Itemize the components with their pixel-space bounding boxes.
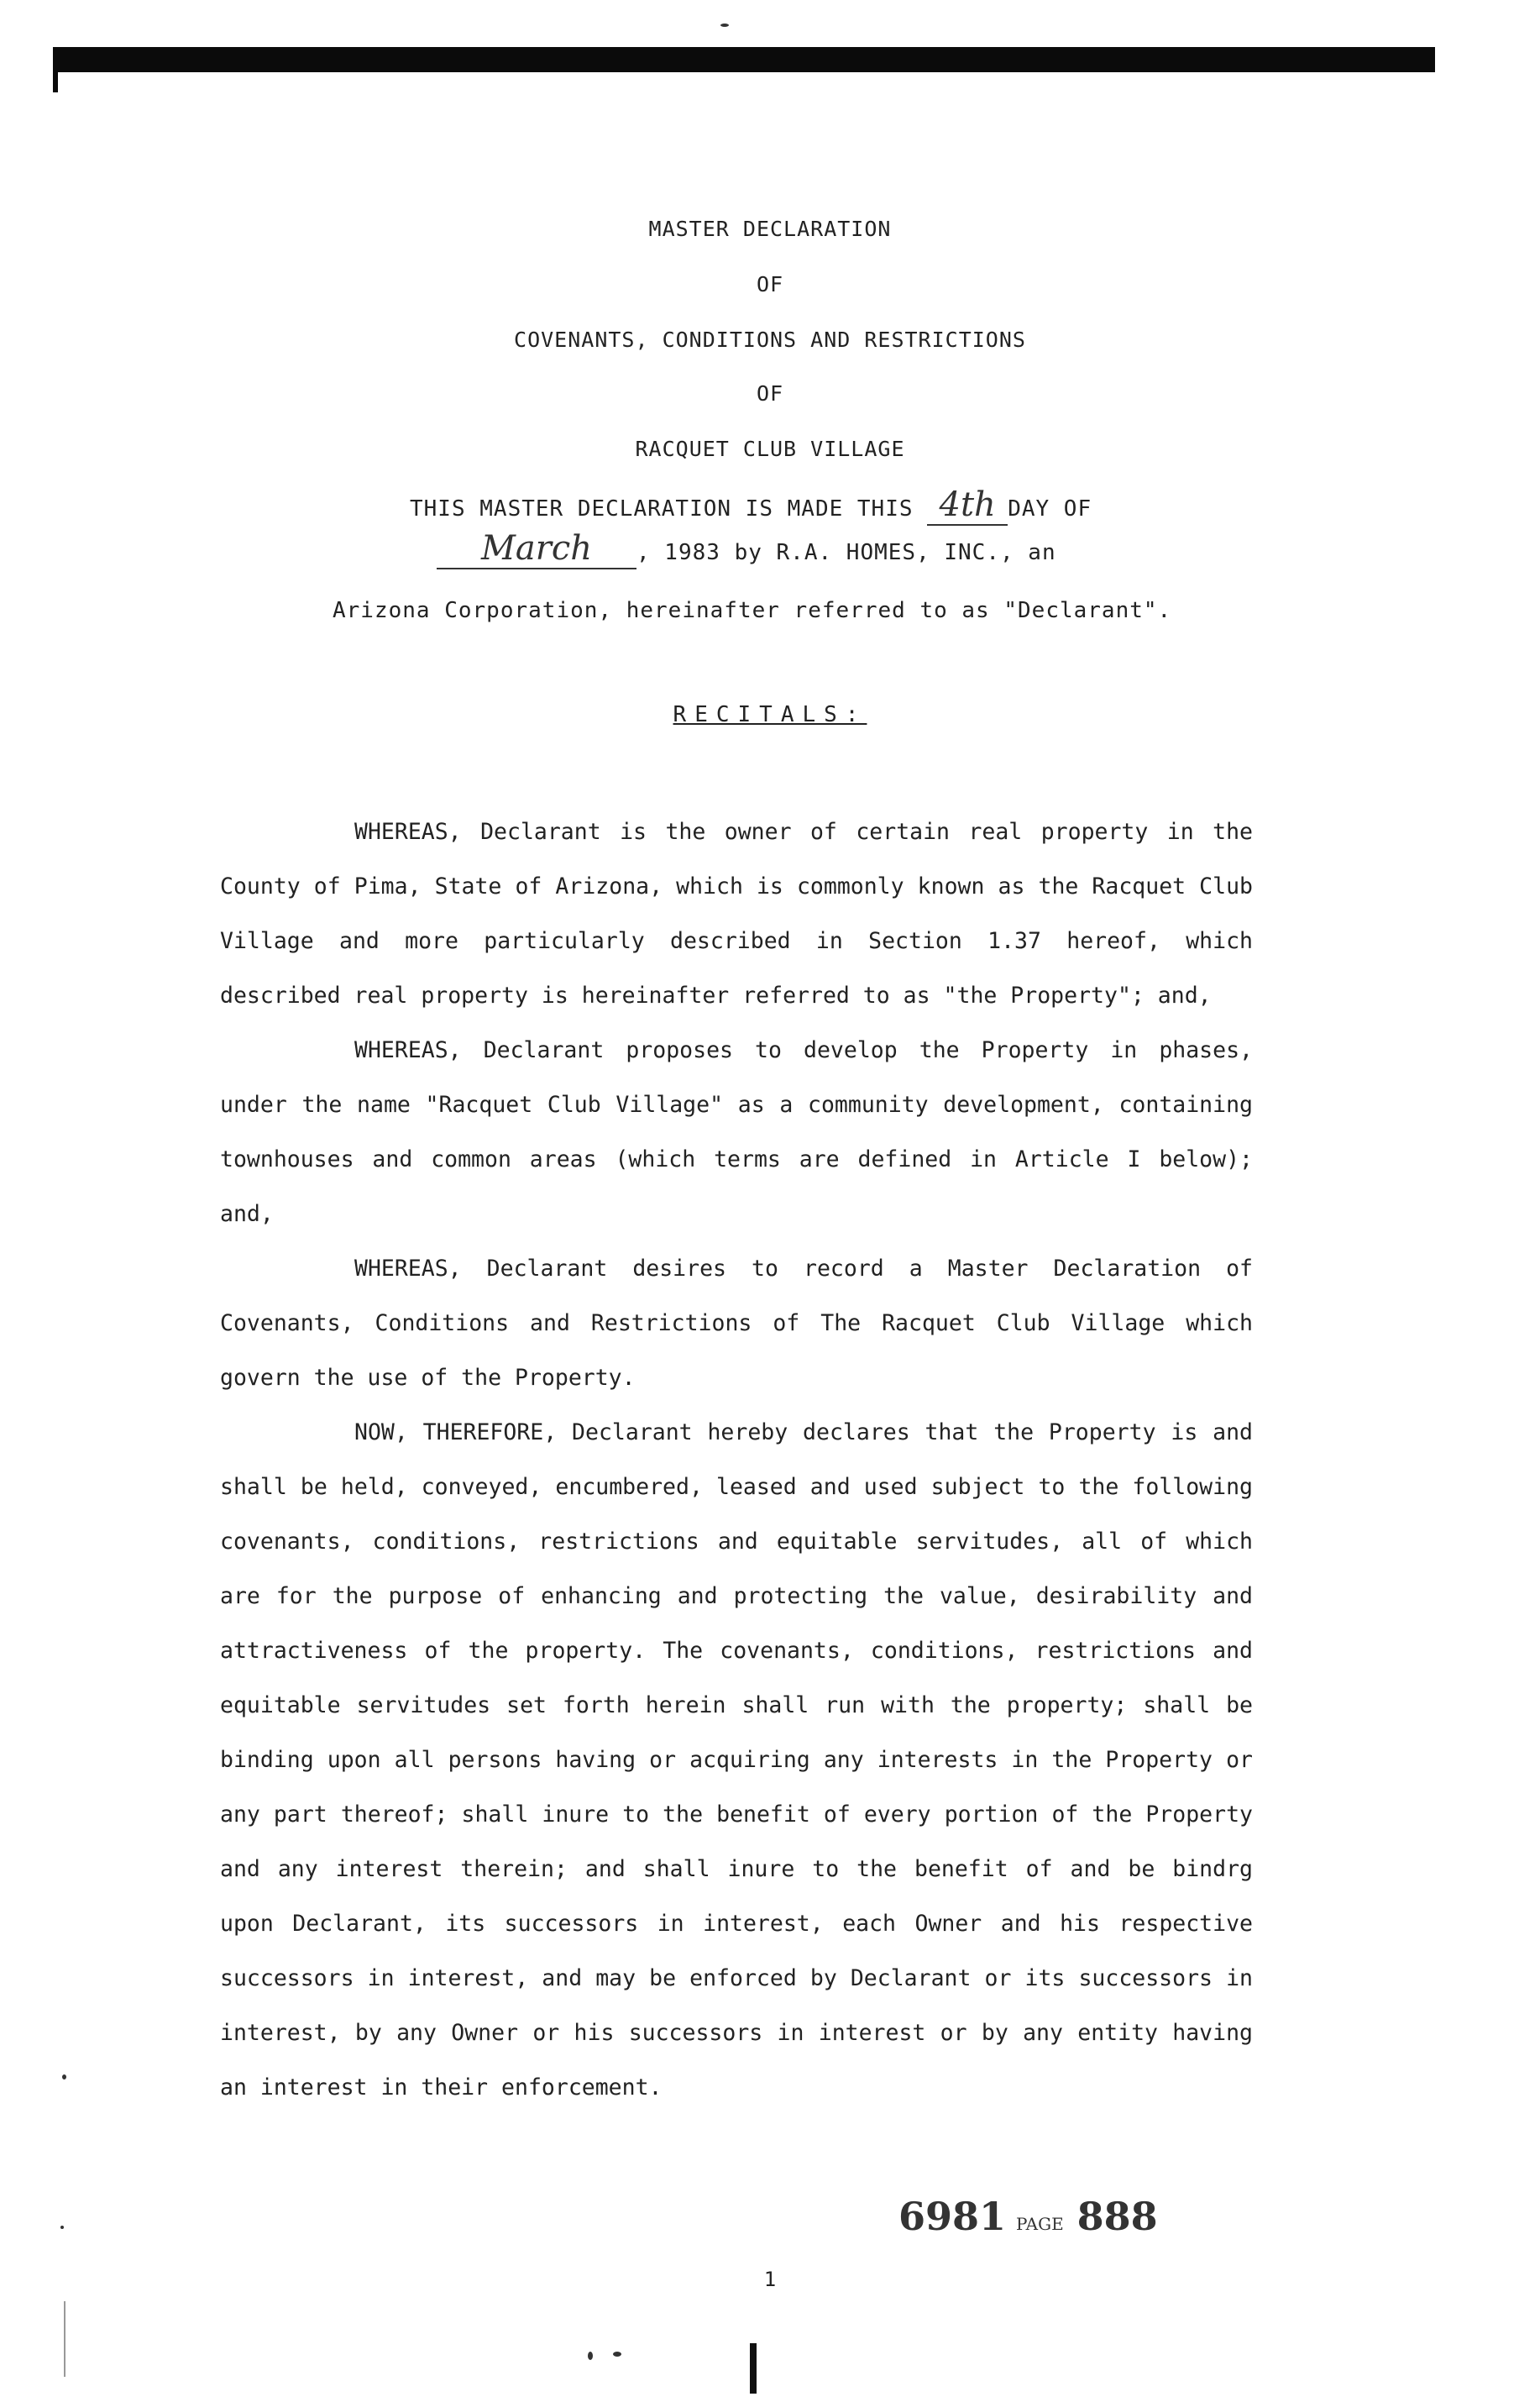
- scan-speck: [588, 2352, 593, 2360]
- intro-line-1: [410, 485, 1092, 526]
- paragraph-now-therefore: NOW, THEREFORE, Declarant hereby declares that the Property is and shall be held, conveyed, encumbered, leased and used subject to the following covenants, conditions, restrictions and equitable servitudes, all of which are for the purpose of enhancing and protecting the value, desirability and attractiveness of the property. The covenants, conditions, restrictions and equitable servitudes set forth herein shall run with the property; shall be binding upon all persons having or acquiring any interests in the Property or any part thereof; shall inure to the benefit of every portion of the Property and any interest therein; and shall inure to the benefit of and be bindrg upon Declarant, its successors in interest, each Owner and his respective successors in interest, and may be enforced by Declarant or its successors in interest, by any Owner or his successors in interest or by any entity having an interest in their enforcement.: [220, 1419, 1253, 2100]
- scan-speck: [60, 2226, 64, 2229]
- scan-edge-line: [64, 2301, 65, 2377]
- title-line-1: MASTER DECLARATION: [648, 217, 892, 241]
- title-line-4: OF: [756, 381, 784, 406]
- book-number: 6981: [898, 2194, 1007, 2239]
- recitals-body: [220, 805, 1253, 2115]
- title-line-5: RACQUET CLUB VILLAGE: [635, 437, 905, 461]
- day-handwriting: 4th: [939, 485, 996, 524]
- paragraph-whereas-1: WHEREAS, Declarant is the owner of certain real property in the County of Pima, State of Arizona, which is commonly known as the Racquet Club Village and more particularly described in Section 1.37 hereof, which described real property is hereinafter referred to as "the Property"; and,: [220, 819, 1253, 1009]
- title-line-3: COVENANTS, CONDITIONS AND RESTRICTIONS: [514, 328, 1026, 352]
- intro-line-2-rest: , 1983 by R.A. HOMES, INC., an: [636, 540, 1056, 565]
- day-suffix: DAY OF: [1008, 496, 1092, 522]
- scan-top-bar: [53, 47, 1435, 72]
- day-field: [927, 485, 1008, 526]
- title-line-2: OF: [756, 272, 784, 296]
- paragraph-whereas-3: WHEREAS, Declarant desires to record a Master Declaration of Covenants, Conditions and Restrictions of The Racquet Club Village which govern the use of the Property.: [220, 1256, 1253, 1391]
- intro-prefix: THIS MASTER DECLARATION IS MADE THIS: [410, 496, 914, 522]
- scan-mark: [750, 2343, 757, 2394]
- scan-speck: [613, 2352, 621, 2357]
- paragraph-whereas-2: WHEREAS, Declarant proposes to develop the Property in phases, under the name "Racquet Club Village" as a community development, containing townhouses and common areas (which terms are defined in Article I below); and,: [220, 1037, 1253, 1227]
- scan-top-bar-edge: [53, 47, 58, 92]
- month-field: [437, 529, 636, 569]
- intro-line-2: [437, 529, 1056, 569]
- month-handwriting: March: [480, 529, 593, 568]
- recitals-heading: RECITALS:: [673, 702, 867, 727]
- intro-line-3: Arizona Corporation, hereinafter referred to as "Declarant".: [333, 598, 1172, 623]
- page-label: PAGE: [1016, 2214, 1064, 2234]
- scan-speck: [720, 24, 729, 27]
- scan-speck: [62, 2074, 66, 2079]
- book-page-number: 888: [1076, 2194, 1158, 2239]
- page-number: 1: [763, 2268, 777, 2291]
- recording-stamp: [898, 2194, 1158, 2239]
